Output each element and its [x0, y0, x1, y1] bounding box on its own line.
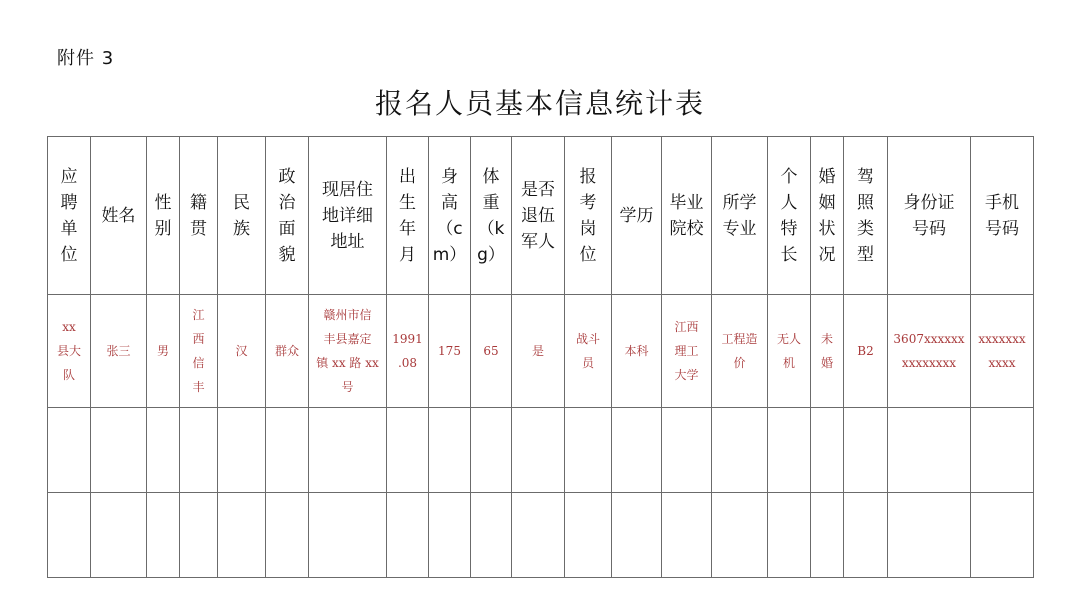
cell-text-line: 3607xxxxxx	[893, 332, 965, 346]
empty-cell[interactable]	[471, 408, 512, 493]
table-cell	[48, 295, 91, 408]
cell-text-line: 县大	[56, 344, 81, 358]
column-header	[612, 137, 662, 295]
empty-cell[interactable]	[387, 493, 429, 578]
cell-text-line: 号	[341, 380, 354, 394]
cell-text-line: 无人	[776, 332, 801, 346]
column-header	[91, 137, 147, 295]
column-header-line: 位	[60, 244, 78, 265]
column-header	[811, 137, 844, 295]
empty-cell[interactable]	[612, 493, 662, 578]
empty-cell[interactable]	[471, 493, 512, 578]
cell-text-line: 张三	[106, 344, 131, 358]
table-cell	[712, 295, 768, 408]
column-header-line: 姓名	[101, 205, 136, 226]
table-cell	[147, 295, 180, 408]
column-header-line: 民	[233, 192, 250, 213]
column-header-line: 况	[818, 244, 836, 265]
empty-cell[interactable]	[712, 408, 768, 493]
table-cell	[512, 295, 565, 408]
table-cell	[844, 295, 888, 408]
column-header-line: 驾	[857, 166, 874, 187]
column-header-line: 地详细	[322, 205, 373, 226]
cell-text-line: 大学	[674, 368, 699, 382]
empty-cell[interactable]	[768, 493, 811, 578]
empty-cell[interactable]	[888, 408, 971, 493]
empty-cell[interactable]	[811, 493, 844, 578]
empty-cell[interactable]	[612, 408, 662, 493]
empty-cell[interactable]	[888, 493, 971, 578]
empty-cell[interactable]	[971, 493, 1034, 578]
cell-text-line: 工程造	[721, 332, 758, 346]
table-cell	[811, 295, 844, 408]
column-header-line: 学历	[619, 205, 654, 226]
column-header	[971, 137, 1034, 295]
column-header-line: 体	[482, 166, 500, 187]
cell-text-line: 赣州市信	[323, 308, 372, 322]
column-header-line: 个	[780, 166, 798, 187]
cell-text-line: 1991	[392, 332, 423, 346]
column-header-line: 姻	[818, 192, 836, 213]
empty-cell[interactable]	[147, 408, 180, 493]
cell-text-line: 西	[192, 332, 205, 346]
column-header-line: 生	[399, 192, 416, 213]
cell-text-line: xxxxxxxx	[901, 356, 957, 370]
sample-row	[48, 295, 1034, 408]
empty-cell[interactable]	[180, 493, 218, 578]
cell-text-line: 175	[438, 344, 461, 358]
column-header-line: 貌	[278, 244, 296, 265]
column-header-line: 月	[399, 244, 416, 265]
column-header-line: 治	[278, 192, 296, 213]
empty-cell[interactable]	[429, 493, 471, 578]
cell-text-line: xxxxxxx	[978, 332, 1026, 346]
table-cell	[429, 295, 471, 408]
column-header-line: 单	[60, 218, 78, 239]
empty-cell[interactable]	[48, 408, 91, 493]
column-header	[429, 137, 471, 295]
blank-row	[48, 493, 1034, 578]
column-header	[662, 137, 712, 295]
column-header-line: 长	[780, 244, 798, 265]
column-header-line: 军人	[521, 231, 555, 252]
table-cell	[180, 295, 218, 408]
column-header-line: 手机	[985, 192, 1019, 213]
table-cell	[971, 295, 1034, 408]
column-header-line: 性	[154, 192, 172, 213]
cell-text-line: B2	[857, 344, 874, 358]
cell-text-line: 汉	[235, 344, 248, 358]
column-header-line: （c	[436, 218, 463, 239]
table-cell	[266, 295, 309, 408]
table-cell	[888, 295, 971, 408]
column-header-line: 岗	[579, 218, 597, 239]
column-header	[844, 137, 888, 295]
table-cell	[662, 295, 712, 408]
empty-cell[interactable]	[512, 408, 565, 493]
cell-text-line: 是	[531, 344, 544, 358]
attachment-label: 附件 3	[57, 48, 115, 69]
empty-cell[interactable]	[971, 408, 1034, 493]
empty-cell[interactable]	[844, 408, 888, 493]
header-row	[48, 137, 1034, 295]
column-header-line: 位	[579, 244, 597, 265]
column-header-line: 考	[579, 192, 597, 213]
column-header-line: 院校	[669, 218, 704, 239]
column-header-line: 政	[278, 166, 296, 187]
empty-cell[interactable]	[512, 493, 565, 578]
registration-table	[47, 136, 1034, 578]
column-header-line: 年	[399, 218, 416, 239]
column-header	[471, 137, 512, 295]
column-header-line: 聘	[60, 192, 78, 213]
cell-text-line: xx	[62, 320, 76, 334]
blank-row	[48, 408, 1034, 493]
column-header	[218, 137, 266, 295]
table-cell	[768, 295, 811, 408]
column-header	[387, 137, 429, 295]
empty-cell[interactable]	[91, 408, 147, 493]
table-cell	[565, 295, 612, 408]
column-header-line: 婚	[818, 166, 836, 187]
page-title: 报名人员基本信息统计表	[374, 87, 705, 120]
cell-text-line: 丰县嘉定	[323, 332, 372, 346]
column-header-line: 地址	[330, 231, 365, 252]
table-cell	[612, 295, 662, 408]
column-header	[565, 137, 612, 295]
column-header	[180, 137, 218, 295]
empty-cell[interactable]	[266, 408, 309, 493]
empty-cell[interactable]	[662, 408, 712, 493]
column-header-line: 身份证	[903, 192, 955, 213]
empty-cell[interactable]	[429, 408, 471, 493]
cell-text-line: 机	[782, 356, 795, 370]
empty-cell[interactable]	[266, 493, 309, 578]
cell-text-line: 员	[581, 356, 594, 370]
cell-text-line: 丰	[192, 380, 205, 394]
column-header-line: 籍	[190, 192, 207, 213]
column-header-line: 号码	[985, 218, 1019, 239]
empty-cell[interactable]	[48, 493, 91, 578]
column-header-line: 类	[857, 218, 874, 239]
column-header	[712, 137, 768, 295]
column-header-line: 贯	[190, 218, 207, 239]
column-header-line: 高	[441, 192, 458, 213]
column-header	[768, 137, 811, 295]
column-header-line: 特	[780, 218, 798, 239]
column-header-line: （k	[477, 218, 505, 239]
cell-text-line: 男	[156, 344, 169, 358]
empty-cell[interactable]	[147, 493, 180, 578]
column-header	[888, 137, 971, 295]
column-header-line: m）	[432, 244, 467, 265]
table-cell	[387, 295, 429, 408]
cell-text-line: 队	[62, 368, 75, 382]
column-header-line: 重	[482, 192, 500, 213]
column-header-line: 型	[857, 244, 874, 265]
cell-text-line: 江西	[674, 320, 699, 334]
empty-cell[interactable]	[309, 408, 387, 493]
column-header	[309, 137, 387, 295]
empty-cell[interactable]	[180, 408, 218, 493]
empty-cell[interactable]	[565, 408, 612, 493]
cell-text-line: 婚	[820, 356, 833, 370]
column-header-line: 所学	[722, 192, 757, 213]
table-cell	[471, 295, 512, 408]
column-header-line: 毕业	[669, 192, 704, 213]
empty-cell[interactable]	[768, 408, 811, 493]
empty-cell[interactable]	[712, 493, 768, 578]
column-header	[48, 137, 91, 295]
column-header-line: 出	[399, 166, 416, 187]
column-header-line: 现居住	[322, 179, 373, 200]
empty-cell[interactable]	[218, 408, 266, 493]
empty-cell[interactable]	[387, 408, 429, 493]
cell-text-line: xxxx	[988, 356, 1016, 370]
cell-text-line: 信	[192, 356, 205, 370]
cell-text-line: 镇 xx 路 xx	[316, 356, 379, 370]
cell-text-line: .08	[397, 356, 418, 370]
cell-text-line: 价	[733, 356, 746, 370]
empty-cell[interactable]	[218, 493, 266, 578]
column-header	[512, 137, 565, 295]
cell-text-line: 战斗	[575, 332, 600, 346]
table-cell	[218, 295, 266, 408]
column-header-line: 别	[154, 218, 172, 239]
cell-text-line: 江	[192, 308, 205, 322]
column-header-line: 报	[579, 166, 597, 187]
cell-text-line: 65	[483, 344, 499, 358]
empty-cell[interactable]	[811, 408, 844, 493]
cell-text-line: 群众	[274, 344, 299, 358]
table-cell	[309, 295, 387, 408]
column-header-line: 状	[818, 218, 836, 239]
cell-text-line: 未	[820, 332, 833, 346]
column-header-line: 照	[857, 192, 874, 213]
table-cell	[91, 295, 147, 408]
cell-text-line: 理工	[674, 344, 699, 358]
column-header-line: 退伍	[521, 205, 555, 226]
empty-cell[interactable]	[662, 493, 712, 578]
column-header-line: 专业	[722, 218, 757, 239]
column-header-line: 是否	[521, 179, 555, 200]
empty-cell[interactable]	[309, 493, 387, 578]
empty-cell[interactable]	[91, 493, 147, 578]
column-header-line: 身	[441, 166, 458, 187]
column-header-line: 应	[60, 166, 78, 187]
column-header-line: 族	[233, 218, 250, 239]
column-header-line: 号码	[912, 218, 946, 239]
column-header	[147, 137, 180, 295]
column-header-line: g）	[477, 244, 505, 265]
cell-text-line: 本科	[624, 344, 649, 358]
empty-cell[interactable]	[565, 493, 612, 578]
column-header	[266, 137, 309, 295]
column-header-line: 面	[278, 218, 296, 239]
column-header-line: 人	[780, 192, 798, 213]
empty-cell[interactable]	[844, 493, 888, 578]
